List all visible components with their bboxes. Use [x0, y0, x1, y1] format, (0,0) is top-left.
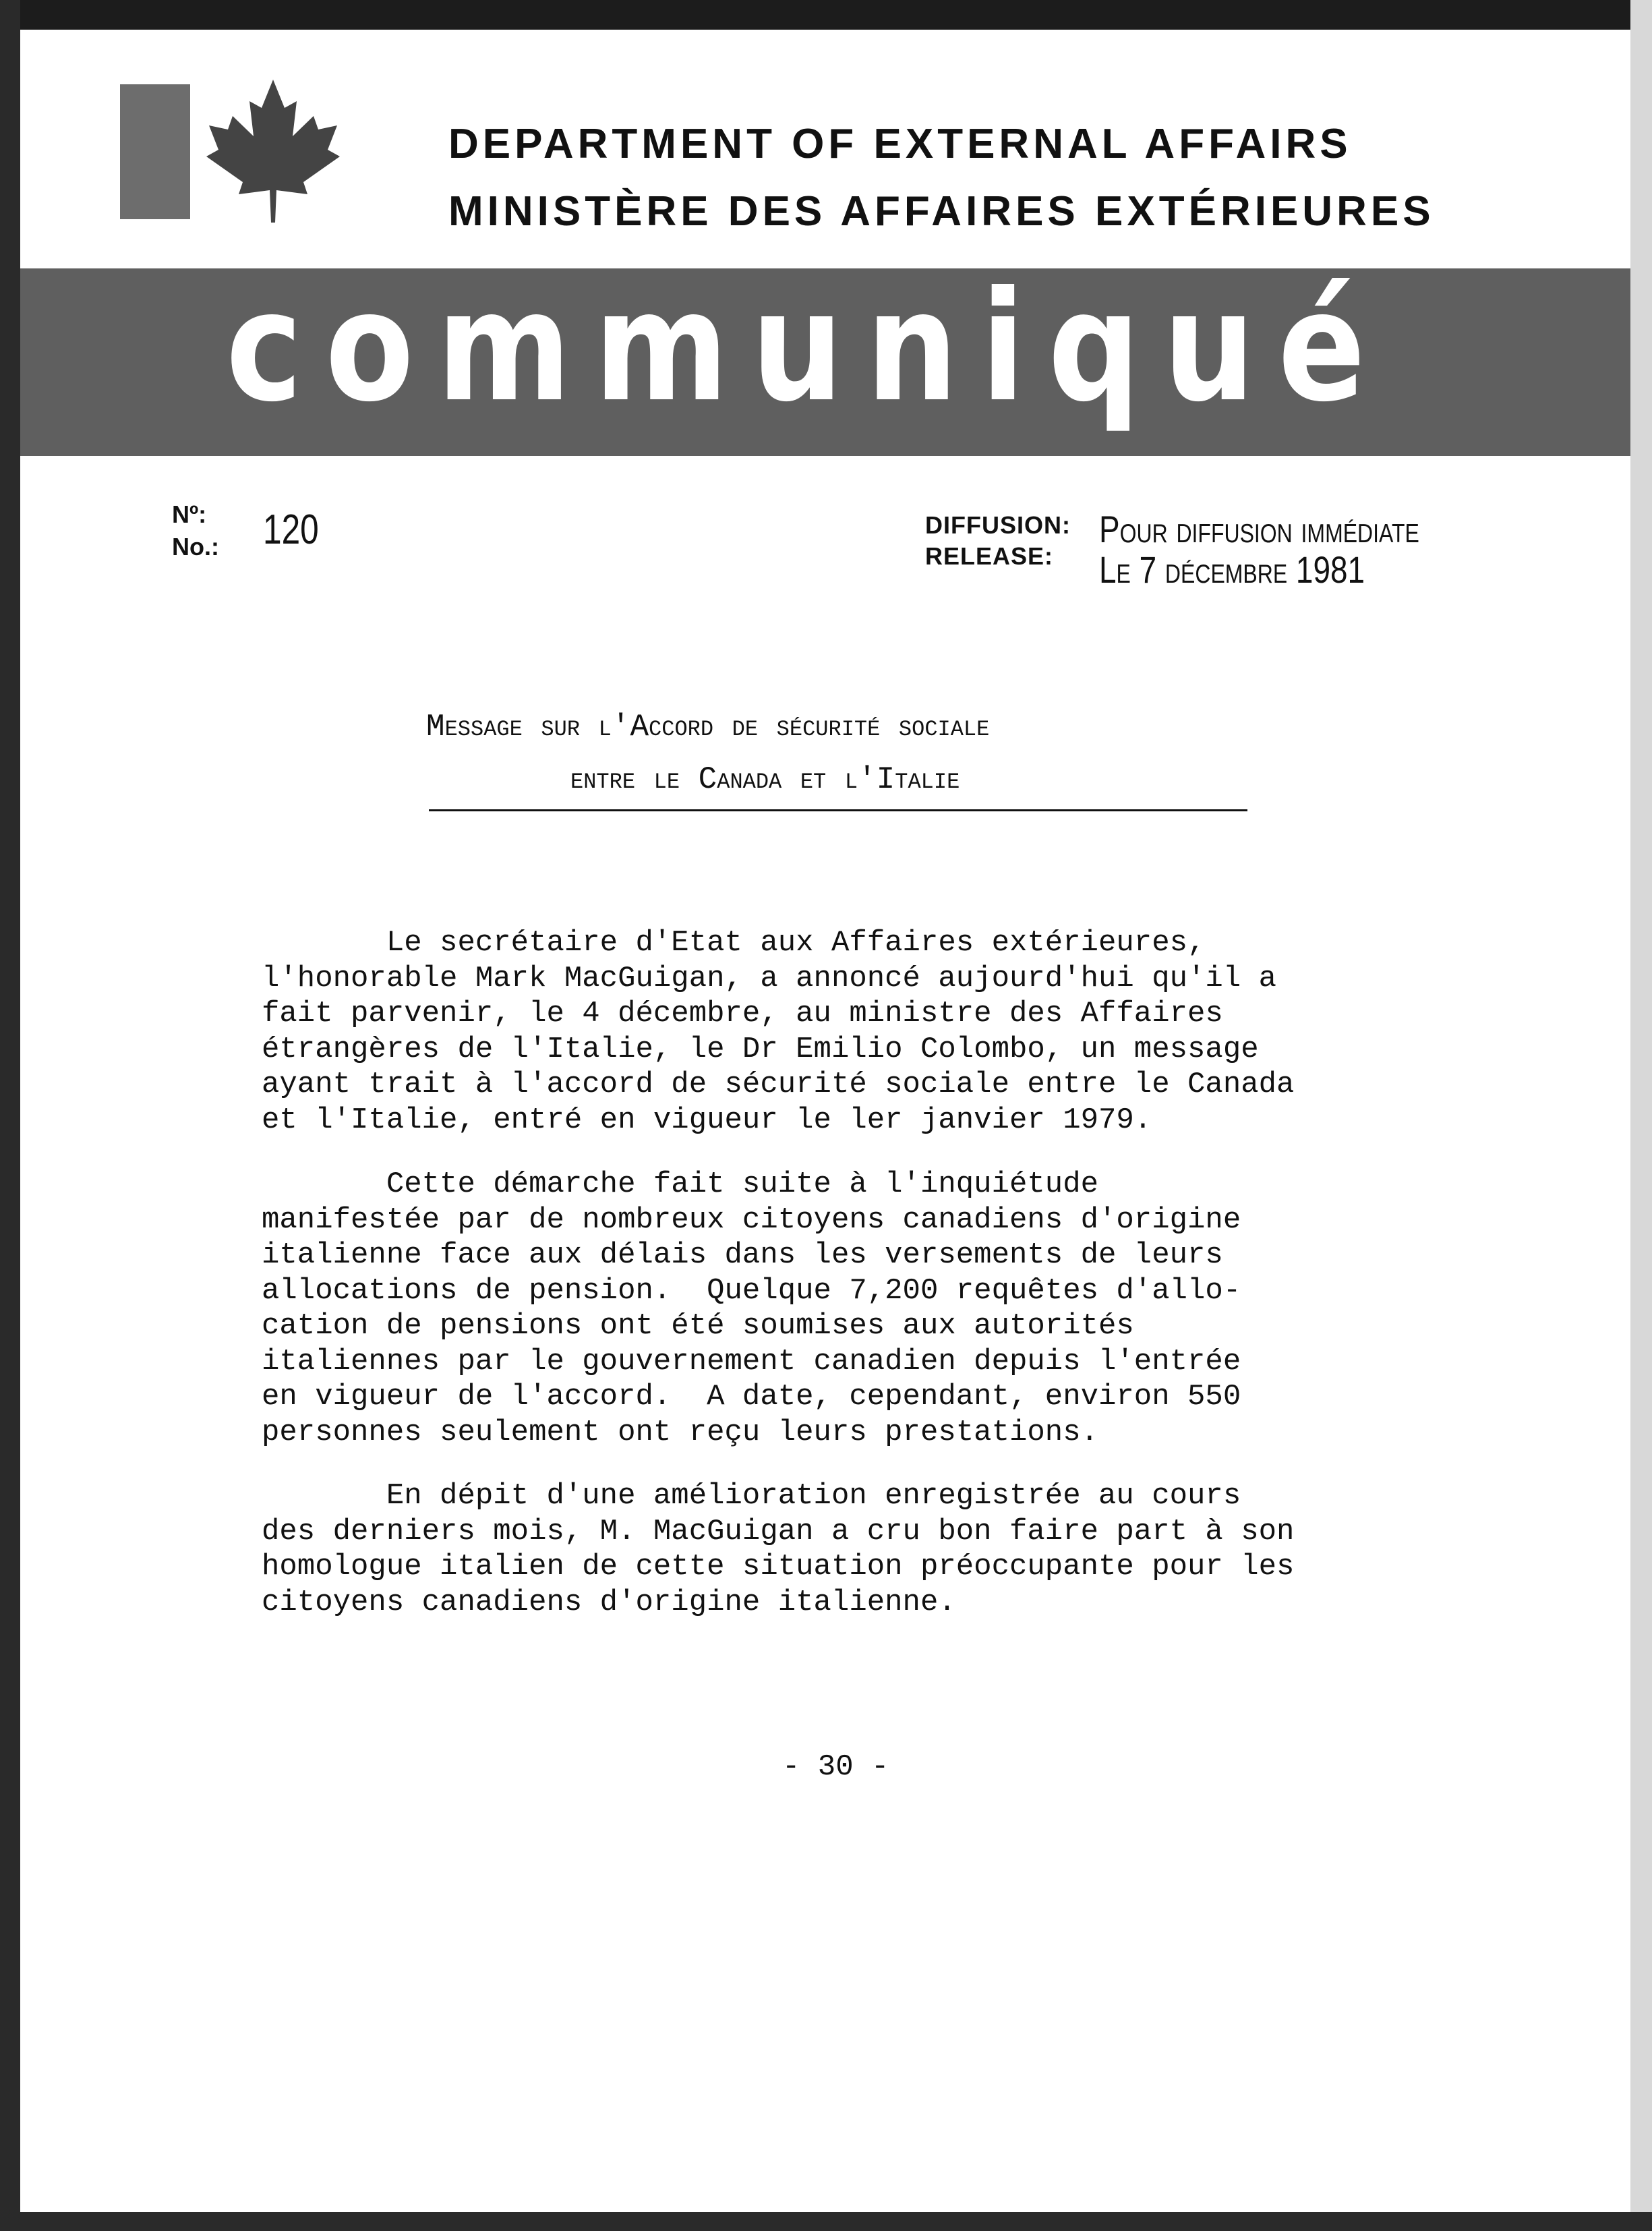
text-line: l'honorable Mark MacGuigan, a annoncé aujourd'hui qu'il a [262, 961, 1277, 995]
scan-edge-right [1630, 0, 1652, 2231]
release-date: Le 7 décembre 1981 [1099, 548, 1365, 591]
number-label-fr: Nº: [172, 500, 207, 528]
title-underline [429, 809, 1247, 811]
page-number: - 30 - [782, 1750, 889, 1784]
release-instruction: Pour diffusion immédiate [1099, 508, 1419, 550]
text-line: Cette démarche fait suite à l'inquiétude [262, 1167, 1099, 1201]
text-line: étrangères de l'Italie, le Dr Emilio Colombo, un message [262, 1032, 1259, 1066]
text-line: des derniers mois, M. MacGuigan a cru bon faire part à son [262, 1514, 1295, 1548]
document-title-line-1: Message sur l'Accord de sécurité sociale [426, 709, 990, 745]
text-line: ayant trait à l'accord de sécurité sociale entre le Canada [262, 1068, 1295, 1101]
text-line: et l'Italie, entré en vigueur le ler janvier 1979. [262, 1103, 1152, 1137]
scan-edge-top [0, 0, 1652, 30]
release-label-en: RELEASE: [925, 542, 1054, 570]
paragraph-1 [262, 925, 1475, 1138]
paragraph-3 [262, 1478, 1475, 1620]
scan-edge-left [0, 0, 20, 2231]
text-line: homologue italien de cette situation préoccupante pour les [262, 1550, 1295, 1584]
maple-leaf-icon [202, 74, 344, 223]
department-name-fr: MINISTÈRE DES AFFAIRES EXTÉRIEURES [448, 188, 1435, 235]
text-line: citoyens canadiens d'origine italienne. [262, 1585, 956, 1619]
text-line: Le secrétaire d'Etat aux Affaires extérieures, [262, 926, 1206, 960]
text-line: manifestée par de nombreux citoyens canadiens d'origine [262, 1203, 1241, 1237]
scan-edge-bottom [0, 2212, 1652, 2231]
communique-number: 120 [263, 506, 319, 553]
number-label-en: No.: [172, 533, 219, 560]
text-line: cation de pensions ont été soumises aux autorités [262, 1309, 1134, 1343]
document-title-line-2: entre le Canada et l'Italie [570, 762, 960, 797]
release-label-fr: DIFFUSION: [925, 511, 1071, 539]
text-line: allocations de pension. Quelque 7,200 requêtes d'allo- [262, 1273, 1241, 1308]
flag-bar [120, 84, 190, 219]
text-line: italienne face aux délais dans les versements de leurs [262, 1238, 1223, 1272]
text-line: italiennes par le gouvernement canadien depuis l'entrée [262, 1344, 1241, 1379]
banner-word: communiqué [226, 259, 1388, 436]
paragraph-2 [262, 1167, 1475, 1450]
text-line: en vigueur de l'accord. A date, cependant, environ 550 [262, 1380, 1241, 1414]
text-line: fait parvenir, le 4 décembre, au ministre des Affaires [262, 997, 1223, 1031]
text-line: personnes seulement ont reçu leurs prestations. [262, 1415, 1099, 1449]
text-line: En dépit d'une amélioration enregistrée au cours [262, 1479, 1241, 1513]
department-name-en: DEPARTMENT OF EXTERNAL AFFAIRS [448, 121, 1352, 167]
